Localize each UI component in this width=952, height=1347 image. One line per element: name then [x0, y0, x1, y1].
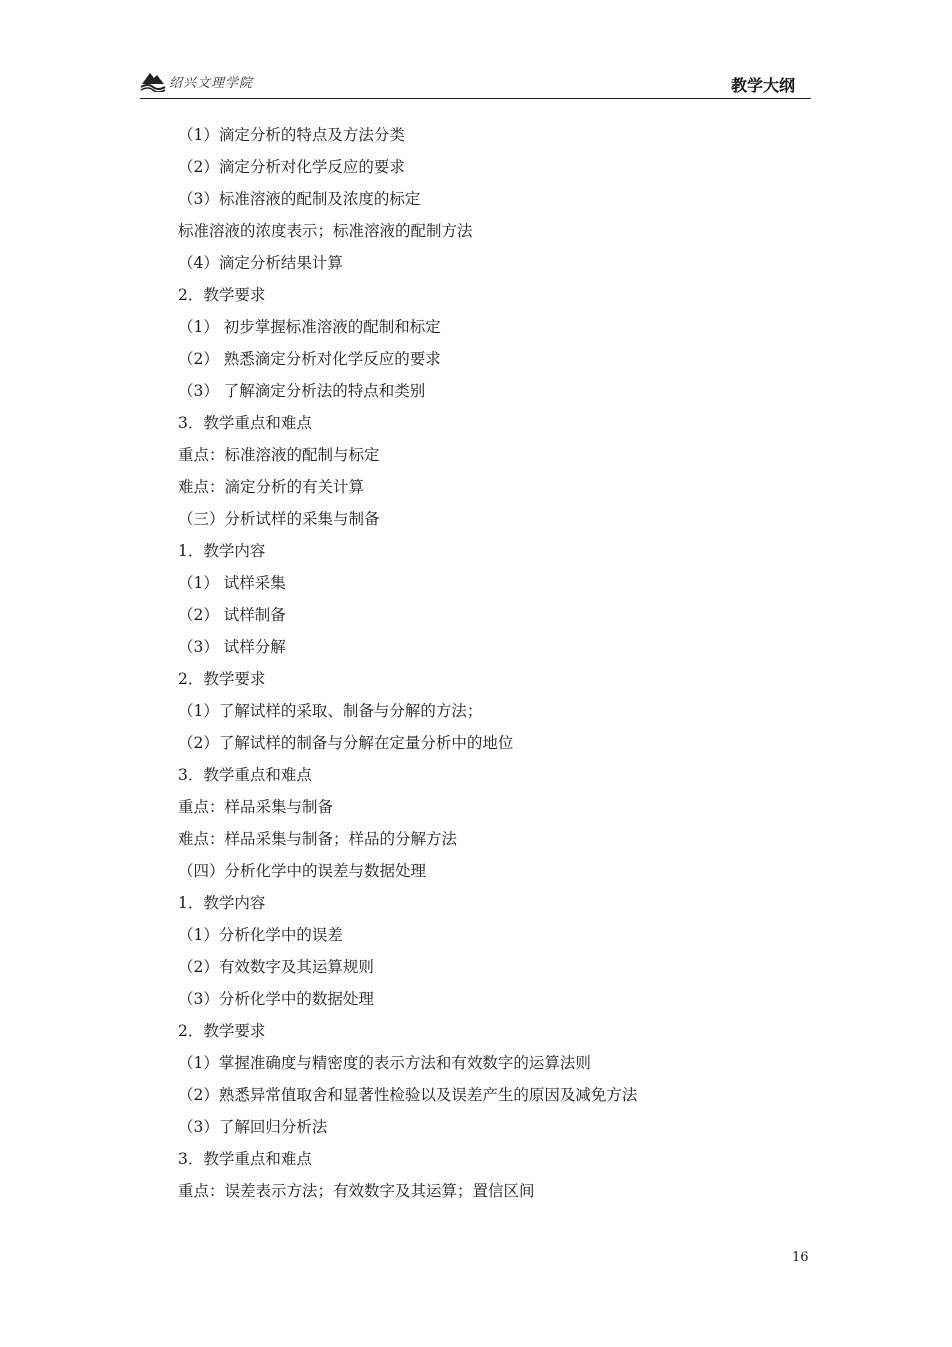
- text-line: （1）分析化学中的误差: [178, 926, 343, 944]
- text-line: （1） 试样采集: [178, 574, 286, 592]
- text-line: （三）分析试样的采集与制备: [178, 510, 380, 528]
- text-line: （4）滴定分析结果计算: [178, 254, 343, 272]
- document-body: [178, 119, 818, 1207]
- text-line: （1） 初步掌握标准溶液的配制和标定: [178, 318, 441, 336]
- text-line: （2）熟悉异常值取舍和显著性检验以及误差产生的原因及减免方法: [178, 1086, 638, 1104]
- text-line: 3．教学重点和难点: [178, 766, 312, 784]
- text-line: （2） 熟悉滴定分析对化学反应的要求: [178, 350, 441, 368]
- text-line: 1．教学内容: [178, 894, 266, 912]
- text-line: 2．教学要求: [178, 670, 266, 688]
- text-line: （2）了解试样的制备与分解在定量分析中的地位: [178, 734, 514, 752]
- page-header: [140, 66, 811, 99]
- page-number: 16: [792, 1250, 809, 1265]
- text-line: 重点：样品采集与制备: [178, 798, 334, 816]
- text-line: 3．教学重点和难点: [178, 1150, 312, 1168]
- text-line: （3）标准溶液的配制及浓度的标定: [178, 190, 421, 208]
- text-line: （2）有效数字及其运算规则: [178, 958, 374, 976]
- text-line: （3）分析化学中的数据处理: [178, 990, 374, 1008]
- text-line: 标准溶液的浓度表示；标准溶液的配制方法: [178, 222, 473, 240]
- university-logo: [140, 68, 253, 94]
- logo-mark-icon: [140, 70, 166, 92]
- text-line: （四）分析化学中的误差与数据处理: [178, 862, 427, 880]
- text-line: （2） 试样制备: [178, 606, 286, 624]
- text-line: 1．教学内容: [178, 542, 266, 560]
- text-line: （1）了解试样的采取、制备与分解的方法；: [178, 702, 483, 720]
- text-line: 难点：样品采集与制备；样品的分解方法: [178, 830, 458, 848]
- text-line: 重点：标准溶液的配制与标定: [178, 446, 380, 464]
- text-line: 重点：误差表示方法；有效数字及其运算；置信区间: [178, 1182, 535, 1200]
- header-title: 教学大纲: [730, 76, 795, 95]
- text-line: 2．教学要求: [178, 1022, 266, 1040]
- text-line: （3）了解回归分析法: [178, 1118, 328, 1136]
- text-line: （3） 了解滴定分析法的特点和类别: [178, 382, 426, 400]
- text-line: （1）滴定分析的特点及方法分类: [178, 126, 405, 144]
- text-line: （3） 试样分解: [178, 638, 286, 656]
- text-line: 3．教学重点和难点: [178, 414, 312, 432]
- text-line: 2．教学要求: [178, 286, 266, 304]
- logo-text: 绍兴文理学院: [169, 75, 254, 91]
- text-line: 难点：滴定分析的有关计算: [178, 478, 365, 496]
- text-line: （2）滴定分析对化学反应的要求: [178, 158, 405, 176]
- text-line: （1）掌握准确度与精密度的表示方法和有效数字的运算法则: [178, 1054, 591, 1072]
